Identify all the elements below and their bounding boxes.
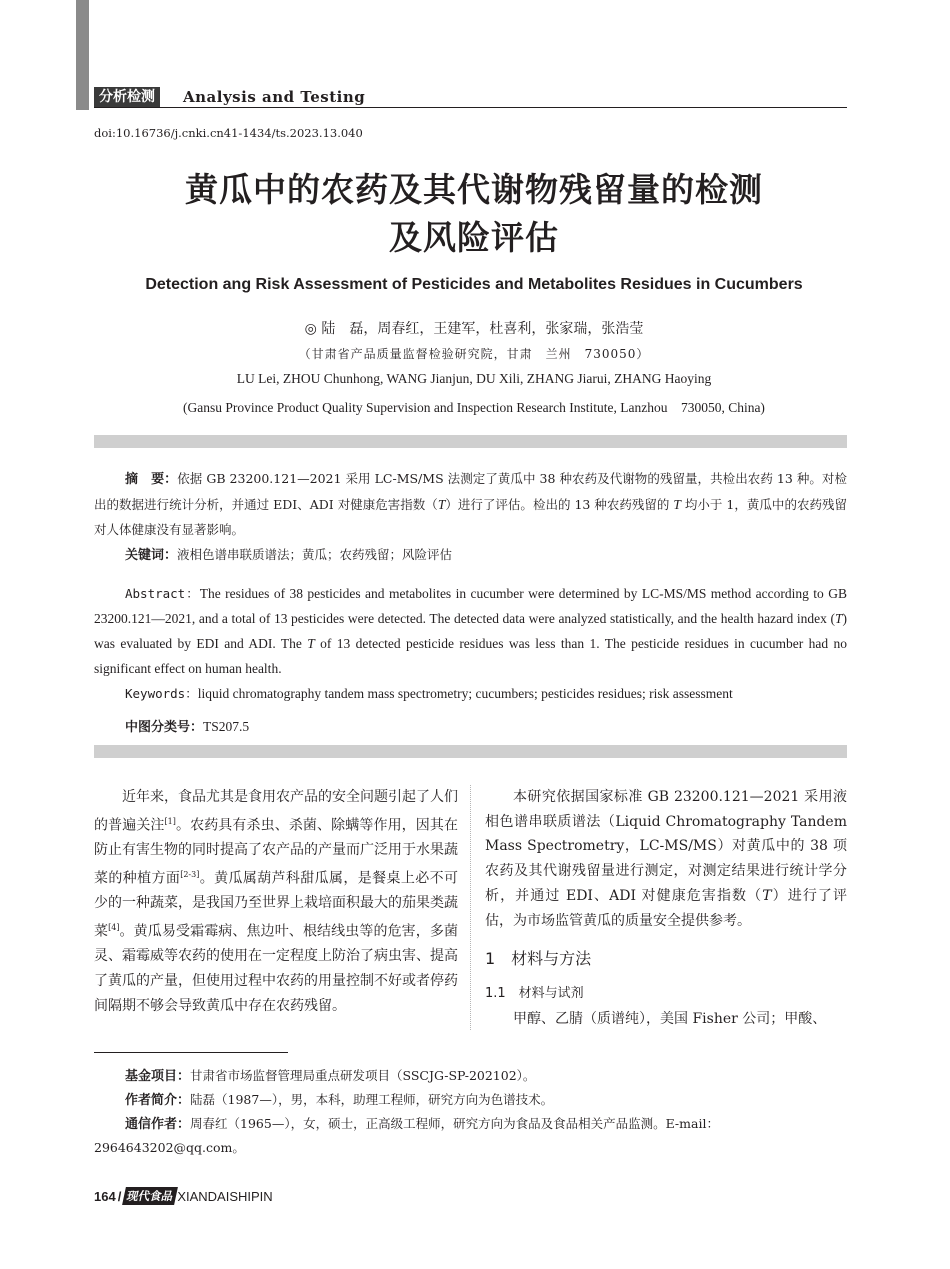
header-rule: [94, 107, 847, 108]
affiliation-en: (Gansu Province Product Quality Supervision and Inspection Research Institute, Lanzhou 730050, China): [183, 400, 765, 415]
page-number: 164: [94, 1188, 116, 1204]
divider-band-bottom: [94, 745, 847, 758]
body-column-right: [485, 785, 847, 1031]
keywords-en: Keywords：liquid chromatography tandem mass spectrometry; cucumbers; pesticides residues; risk assessment: [125, 686, 733, 701]
divider-band-top: [94, 435, 847, 448]
title-en: Detection ang Risk Assessment of Pesticides and Metabolites Residues in Cucumbers: [145, 276, 803, 293]
footnote-corresponding: 通信作者：周春红（1965—），女，硕士，正高级工程师，研究方向为食品及食品相关产品监测。E-mail：2964643202@qq.com。: [94, 1116, 719, 1155]
abstract-en-label: Abstract：: [125, 586, 200, 601]
keywords-cn-label: 关键词：: [125, 548, 178, 563]
clc: 中图分类号：TS207.5: [125, 719, 250, 735]
keywords-en-label: Keywords：: [125, 686, 198, 701]
abstract-cn-label: 摘 要：: [125, 472, 178, 487]
keywords-cn: 关键词：液相色谱串联质谱法；黄瓜；农药残留；风险评估: [125, 547, 453, 563]
heading-section-1-1: 1.1 材料与试剂: [485, 985, 584, 1001]
journal-badge: 现代食品: [122, 1187, 178, 1205]
sidebar-bar: [76, 0, 89, 110]
section-tag-en: Analysis and Testing: [183, 88, 366, 106]
authors-en: LU Lei, ZHOU Chunhong, WANG Jianjun, DU Xili, ZHANG Jiarui, ZHANG Haoying: [236, 371, 712, 386]
body-column-left: [94, 785, 458, 1018]
title-cn: [94, 166, 854, 262]
clc-label: 中图分类号：: [125, 720, 204, 735]
page-footer: [94, 1187, 273, 1205]
footnote-fund: 基金项目：甘肃省市场监督管理局重点研发项目（SSCJG-SP-202102）。: [125, 1068, 536, 1084]
footnote-rule: [94, 1052, 288, 1053]
paragraph-intro: 近年来，食品尤其是食用农产品的安全问题引起了人们的普遍关注[1]。农药具有杀虫、杀菌、除螨等作用，因其在防止有害生物的同时提高了农产品的产量而广泛用于水果蔬菜的种植方面[2-3]。黄瓜属葫芦科甜瓜属，是餐桌上必不可少的一种蔬菜，是我国乃至世界上栽培面积最大的茄果类蔬菜[4]。黄瓜易受霜霉病、焦边叶、根结线虫等的危害，多菌灵、霜霉威等农药的使用在一定程度上防治了病虫害、提高了黄瓜的产量，但使用过程中农药的用量控制不好或者停药间隔期不够会导致黄瓜中存在农药残留。: [94, 789, 459, 1014]
abstract-cn: 摘 要：依据 GB 23200.121—2021 采用 LC-MS/MS 法测定了黄瓜中 38 种农药及代谢物的残留量，共检出农药 13 种。对检出的数据进行统计分析，并通过 EDI、ADI 对健康危害指数（T）进行了评估。检出的 13 种农药残留的 T 均小于 1，黄瓜中的农药残留对人体健康没有显著影响。: [94, 471, 847, 537]
heading-section-1: 1 材料与方法: [485, 949, 592, 969]
column-divider: [470, 785, 471, 1030]
footnotes: [94, 1064, 847, 1159]
footer-separator: /: [117, 1188, 122, 1204]
journal-name-en: XIANDAISHIPIN: [177, 1188, 273, 1204]
authors-cn: ◎ 陆 磊，周春红，王建军，杜喜利，张家瑞，张浩莹: [304, 321, 644, 337]
abstract-en: Abstract：The residues of 38 pesticides and metabolites in cucumber were determined by LC-MS/MS method according to GB 23200.121—2021, and a total of 13 pesticides were detected. The detected data were analyzed statistically, and the health hazard index (T) was evaluated by EDI and ADI. The T of 13 detected pesticide residues was less than 1. The pesticide residues in cucumber had no significant effect on human health.: [94, 586, 847, 676]
doi: doi:10.16736/j.cnki.cn41-1434/ts.2023.13.040: [94, 126, 363, 140]
paragraph-study: 本研究依据国家标准 GB 23200.121—2021 采用液相色谱串联质谱法（Liquid Chromatography Tandem Mass Spectrometry，LC-MS/MS）对黄瓜中的 38 项农药及其代谢残留量进行测定，对测定结果进行统计学分析，并通过 EDI、ADI 对健康危害指数（T）进行了评估，为市场监管黄瓜的质量安全提供参考。: [485, 789, 847, 929]
footnote-author: 作者简介：陆磊（1987—），男，本科，助理工程师，研究方向为色谱技术。: [125, 1092, 554, 1108]
abstract-block: [94, 466, 847, 740]
title-cn-line2: 及风险评估: [389, 218, 559, 257]
section-tag-cn: 分析检测: [94, 87, 160, 107]
title-cn-line1: 黄瓜中的农药及其代谢物残留量的检测: [185, 170, 763, 209]
paragraph-materials: 甲醇、乙腈（质谱纯），美国 Fisher 公司；甲酸、: [513, 1010, 827, 1027]
affiliation-cn: （甘肃省产品质量监督检验研究院，甘肃 兰州 730050）: [298, 347, 650, 361]
